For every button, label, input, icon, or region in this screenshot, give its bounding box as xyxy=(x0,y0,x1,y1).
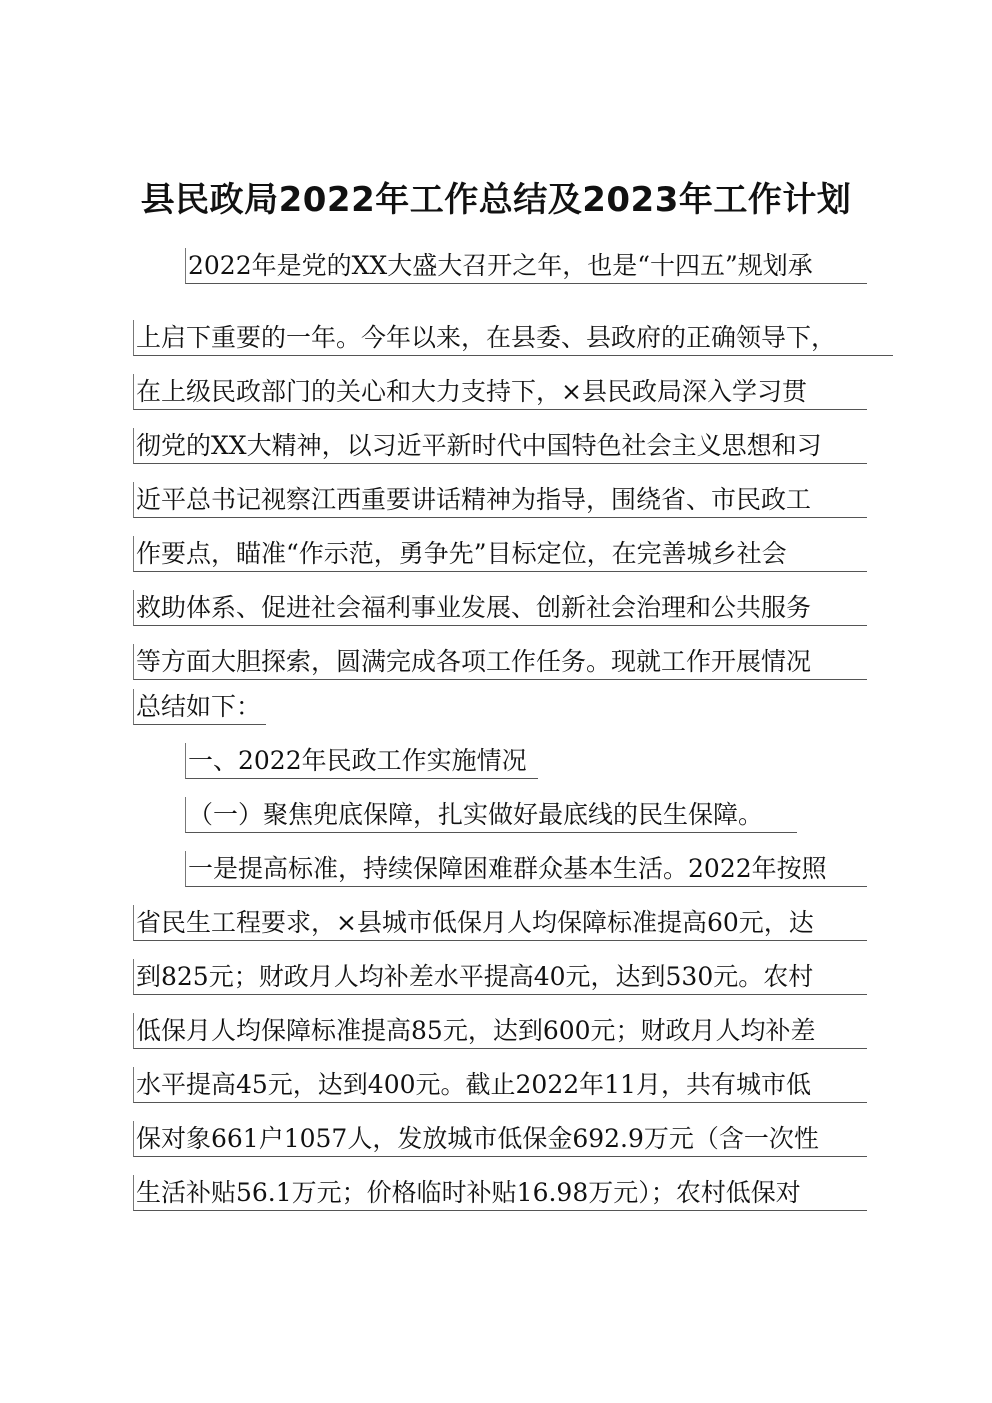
paragraph-line: 作要点，瞄准“作示范，勇争先”目标定位，在完善城乡社会 xyxy=(133,536,867,572)
section-heading: 一、2022年民政工作实施情况 xyxy=(185,743,538,779)
paragraph-line: 救助体系、促进社会福利事业发展、创新社会治理和公共服务 xyxy=(133,590,867,626)
subsection-heading: （一）聚焦兜底保障，扎实做好最底线的民生保障。 xyxy=(185,797,797,833)
paragraph-line: 上启下重要的一年。今年以来，在县委、县政府的正确领导下， xyxy=(133,320,893,356)
paragraph-line: 等方面大胆探索，圆满完成各项工作任务。现就工作开展情况 xyxy=(133,644,867,680)
paragraph-line: 到825元；财政月人均补差水平提高40元，达到530元。农村 xyxy=(133,959,867,995)
paragraph-line: 在上级民政部门的关心和大力支持下，×县民政局深入学习贯 xyxy=(133,374,867,410)
paragraph-line: 彻党的XX大精神，以习近平新时代中国特色社会主义思想和习 xyxy=(133,428,867,464)
paragraph-line: 低保月人均保障标准提高85元，达到600元；财政月人均补差 xyxy=(133,1013,867,1049)
paragraph-line: 生活补贴56.1万元；价格临时补贴16.98万元）；农村低保对 xyxy=(133,1175,867,1211)
paragraph-line: 保对象661户1057人，发放城市低保金692.9万元（含一次性 xyxy=(133,1121,867,1157)
paragraph-line: 省民生工程要求，×县城市低保月人均保障标准提高60元，达 xyxy=(133,905,867,941)
paragraph-line: 近平总书记视察江西重要讲话精神为指导，围绕省、市民政工 xyxy=(133,482,867,518)
paragraph-line: 2022年是党的XX大盛大召开之年，也是“十四五”规划承 xyxy=(185,248,867,284)
document-title: 县民政局2022年工作总结及2023年工作计划 xyxy=(140,180,852,220)
paragraph-line: 总结如下： xyxy=(133,689,266,725)
paragraph-line: 一是提高标准，持续保障困难群众基本生活。2022年按照 xyxy=(185,851,867,887)
paragraph-line: 水平提高45元，达到400元。截止2022年11月，共有城市低 xyxy=(133,1067,867,1103)
